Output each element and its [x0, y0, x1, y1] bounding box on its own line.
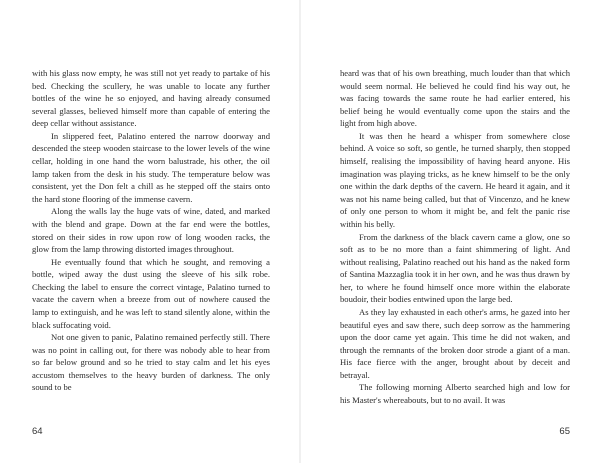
paragraph: Not one given to panic, Palatino remained perfectly still. There was no point in calling out, for there was nobody able to hear from so far below ground and so he tried to stay calm and let his eyes accustom themselves to the heavy burden of darkness. The only sound to be — [32, 332, 270, 393]
left-page-text — [32, 67, 270, 394]
paragraph: He eventually found that which he sought, and removing a bottle, wiped away the dust using the sleeve of his silk robe. Checking the label to ensure the correct vintage, Palatino turned to vacate the cavern when a breeze from out of nowhere caused the lamp to extinguish, and he was left to stand silently alone, within the black suffocating void. — [32, 256, 270, 330]
paragraph: The following morning Alberto searched high and low for his Master's whereabouts, but to no avail. It was — [340, 382, 570, 406]
paragraph: Along the walls lay the huge vats of wine, dated, and marked with the blend and grape. Down at the far end were the bottles, stored on their sides in row upon row of long wooden racks, the glow from the lamp throwing distorted images throughout. — [32, 206, 270, 255]
paragraph: heard was that of his own breathing, much louder than that which would seem normal. He believed he could find his way out, he was facing towards the same route he had earlier entered, his belief being he would eventually come upon the stairs and the light from high above. — [340, 68, 570, 129]
paragraph: From the darkness of the black cavern came a glow, one so soft as to be no more than a faint shimmering of light. And without realising, Palatino reached out his hand as the naked form of Santina Mazzaglia took it in her own, and he was thus drawn by her, to where he found himself once more within the elaborate boudoir, their bodies entwined upon the large bed. — [340, 231, 570, 305]
paragraph: It was then he heard a whisper from somewhere close behind. A voice so soft, so gentle, he turned sharply, then stopped himself, realising the impossibility of having heard anyone. His imagination was playing tricks, as he knew himself to be the only one within the dark depths of the cavern. He heard it again, and it was not his name being called, but that of Vincenzo, and he knew of only one person to whom it might be, and felt the panic rise within his belly. — [340, 130, 570, 229]
right-page-text — [340, 67, 570, 407]
paragraph: In slippered feet, Palatino entered the narrow doorway and descended the steep wooden staircase to the lower levels of the wine cellar, holding in one hand the worn balustrade, his other, the oil lamp taken from the desk in his study. The temperature below was consistent, yet the Don felt a chill as he stepped off the stairs onto the hard stone flooring of the immense cavern. — [32, 130, 270, 204]
paragraph: with his glass now empty, he was still not yet ready to partake of his bed. Checking the scullery, he was unable to locate any further bottles of the wine he so enjoyed, and having already consumed several glasses, believed himself more than capable of entering the deep cellar without assistance. — [32, 68, 270, 129]
page-number-left: 64 — [32, 426, 43, 437]
page-number-right: 65 — [559, 426, 570, 437]
paragraph: As they lay exhausted in each other's arms, he gazed into her beautiful eyes and saw there, such deep sorrow as the hammering upon the door came yet again. This time he did not waken, and through the remnants of the broken door strode a giant of a man. His face fierce with the anger, brought about by deceit and betrayal. — [340, 306, 570, 380]
right-page — [300, 0, 600, 463]
